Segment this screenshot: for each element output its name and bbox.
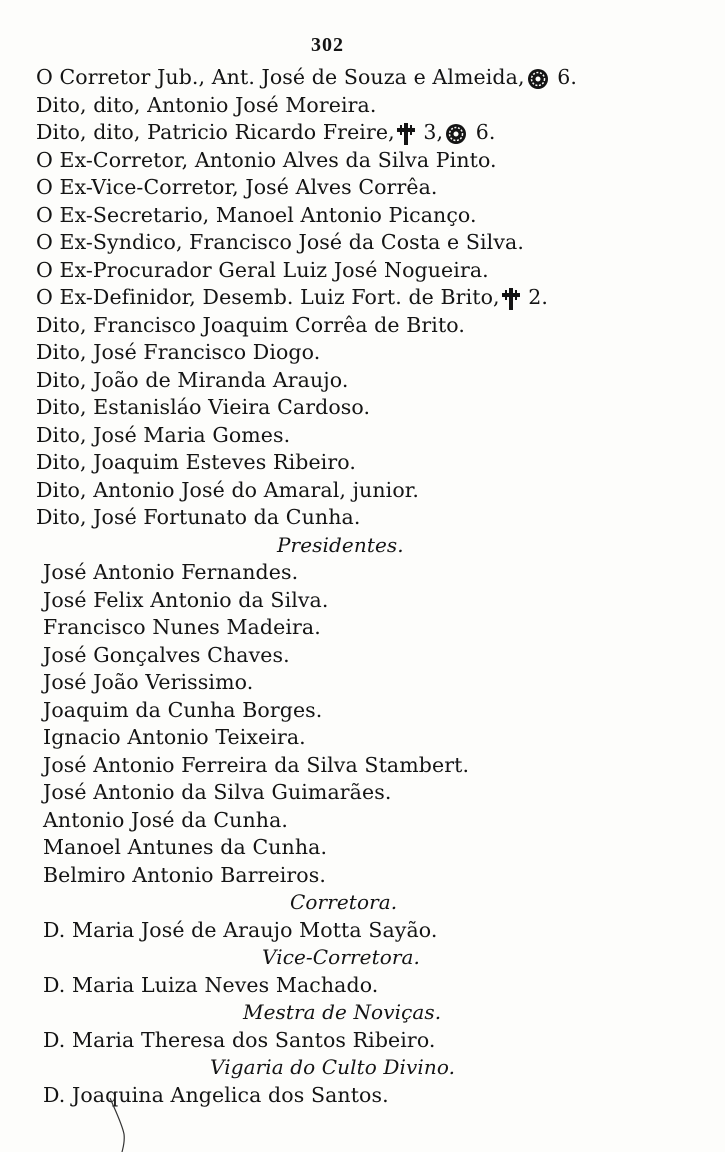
list-entry (0, 917, 725, 945)
entry-text: Mestra de Noviças. (243, 1000, 442, 1024)
entry-text: Dito, dito, Patricio Ricardo Freire, (36, 120, 395, 144)
list-entry (0, 559, 725, 587)
entry-text: José João Verissimo. (43, 670, 254, 694)
list-entry (0, 779, 725, 807)
entry-text: Dito, José Fortunato da Cunha. (36, 505, 361, 529)
list-entry (0, 477, 725, 505)
text-body (0, 64, 725, 1109)
list-entry (0, 339, 725, 367)
list-entry (0, 202, 725, 230)
list-entry (0, 174, 725, 202)
list-entry (0, 422, 725, 450)
entry-text: O Corretor Jub., Ant. José de Souza e Almeida, (36, 65, 525, 89)
entry-text: Manoel Antunes da Cunha. (43, 835, 328, 859)
entry-text: Corretora. (290, 890, 398, 914)
list-entry (0, 312, 725, 340)
list-entry (0, 614, 725, 642)
rosette-icon (527, 68, 549, 90)
entry-suffix: 6. (550, 65, 577, 89)
rosette-icon (445, 123, 467, 145)
entry-text: D. Maria Luiza Neves Machado. (43, 972, 379, 997)
entry-text: José Antonio da Silva Guimarães. (43, 780, 392, 804)
entry-text: O Ex-Corretor, Antonio Alves da Silva Pinto. (36, 147, 497, 172)
list-entry (0, 257, 725, 285)
list-entry (0, 229, 725, 257)
entry-text: José Felix Antonio da Silva. (43, 587, 329, 612)
entry-text: Antonio José da Cunha. (43, 807, 289, 832)
entry-text: Belmiro Antonio Barreiros. (43, 862, 326, 887)
entry-text: Dito, José Francisco Diogo. (36, 340, 321, 364)
entry-text: D. Joaquina Angelica dos Santos. (43, 1082, 389, 1107)
entry-text: Dito, José Maria Gomes. (36, 422, 291, 447)
entry-text: D. Maria Theresa dos Santos Ribeiro. (43, 1027, 436, 1052)
cross-icon (397, 123, 415, 145)
entry-suffix: 6. (469, 120, 496, 144)
list-entry (0, 669, 725, 697)
entry-text: Vice-Corretora. (262, 945, 421, 969)
list-entry (0, 1027, 725, 1055)
list-entry (0, 119, 725, 147)
entry-text: Dito, Estanisláo Vieira Cardoso. (36, 395, 371, 419)
list-entry (0, 807, 725, 835)
entry-text: D. Maria José de Araujo Motta Sayão. (43, 917, 438, 942)
entry-text: José Antonio Fernandes. (43, 560, 299, 584)
section-heading (0, 1054, 725, 1082)
entry-text: O Ex-Definidor, Desemb. Luiz Fort. de Brito, (36, 285, 500, 309)
list-entry (0, 724, 725, 752)
entry-text: Dito, Joaquim Esteves Ribeiro. (36, 450, 356, 474)
page-number: 302 (311, 34, 344, 56)
entry-text: Francisco Nunes Madeira. (43, 615, 321, 639)
entry-text: O Ex-Secretario, Manoel Antonio Picanço. (36, 202, 477, 227)
list-entry (0, 367, 725, 395)
list-entry (0, 972, 725, 1000)
cross-icon (502, 288, 520, 310)
entry-text: Dito, Francisco Joaquim Corrêa de Brito. (36, 312, 465, 337)
entry-text: José Antonio Ferreira da Silva Stambert. (43, 752, 470, 777)
entry-text: Presidentes. (277, 532, 404, 557)
list-entry (0, 449, 725, 477)
entry-text: Dito, dito, Antonio José Moreira. (36, 92, 377, 117)
entry-text: O Ex-Procurador Geral Luiz José Nogueira. (36, 257, 489, 282)
list-entry (0, 504, 725, 532)
entry-text: Dito, Antonio José do Amaral, junior. (36, 477, 420, 502)
section-heading (0, 944, 725, 972)
entry-text: O Ex-Vice-Corretor, José Alves Corrêa. (36, 175, 438, 199)
entry-text: Vigaria do Culto Divino. (210, 1055, 456, 1079)
list-entry (0, 587, 725, 615)
list-entry (0, 284, 725, 312)
entry-suffix: 2. (521, 285, 549, 309)
list-entry (0, 834, 725, 862)
section-heading (0, 889, 725, 917)
list-entry (0, 147, 725, 175)
list-entry (0, 642, 725, 670)
section-heading (0, 532, 725, 560)
entry-text: Ignacio Antonio Teixeira. (43, 725, 306, 749)
list-entry (0, 64, 725, 92)
entry-suffix: 3, (416, 120, 444, 144)
list-entry (0, 92, 725, 120)
list-entry (0, 697, 725, 725)
pen-stroke-mark (108, 1098, 132, 1152)
entry-text: José Gonçalves Chaves. (43, 642, 290, 667)
entry-text: Joaquim da Cunha Borges. (43, 697, 323, 722)
list-entry (0, 862, 725, 890)
entry-text: O Ex-Syndico, Francisco José da Costa e Silva. (36, 230, 524, 254)
list-entry (0, 394, 725, 422)
section-heading (0, 999, 725, 1027)
entry-text: Dito, João de Miranda Araujo. (36, 367, 349, 392)
list-entry (0, 752, 725, 780)
